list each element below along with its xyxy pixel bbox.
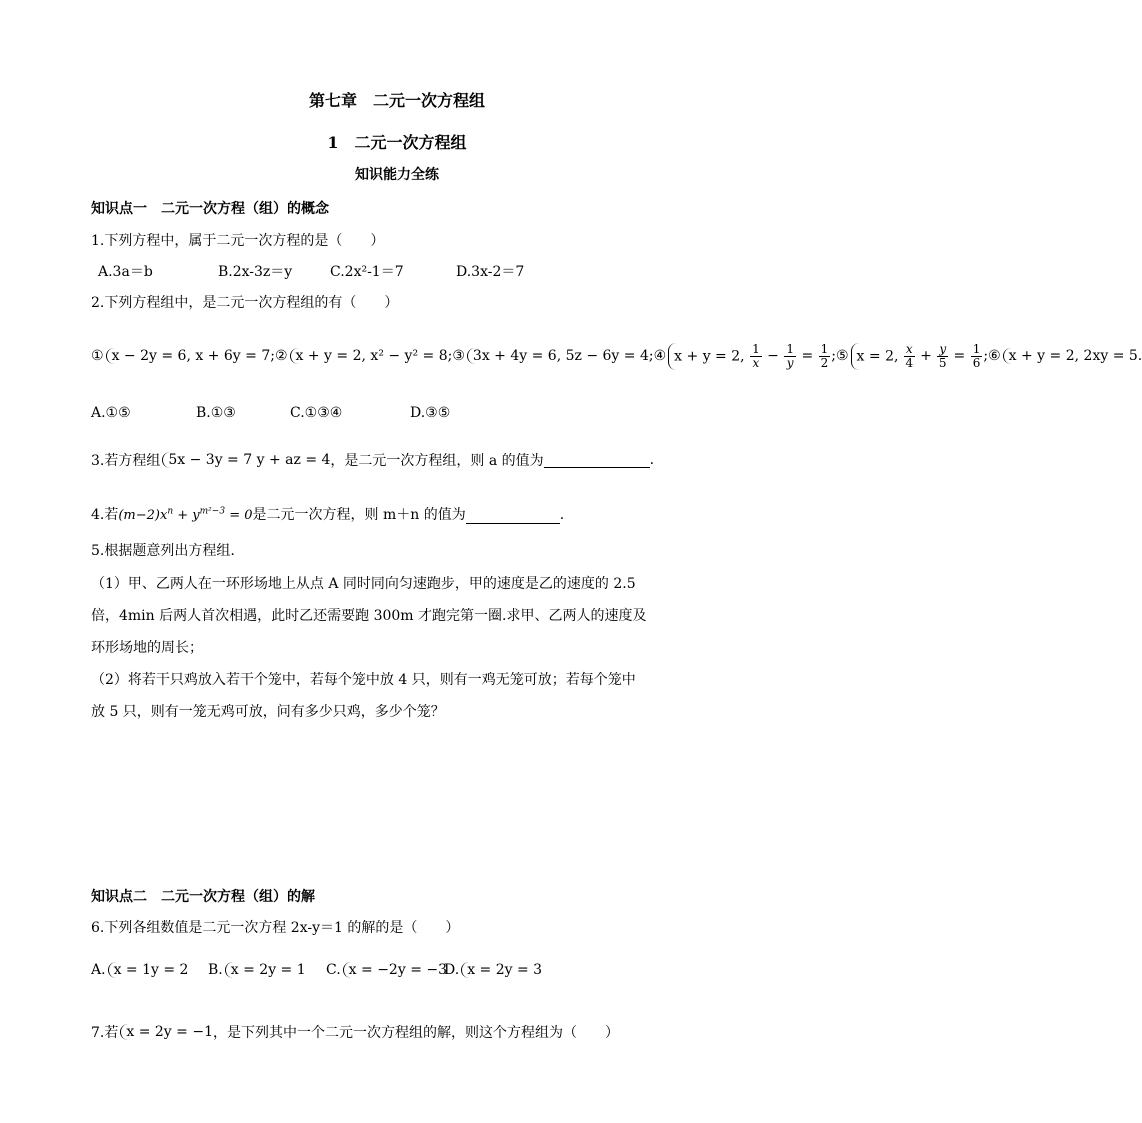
q6-option-a: A. x = 1y = 2 [91, 962, 189, 978]
question-4: 4.若$(m-2)x^n + y^{m^2-3} = 0$是二元一次方程，则 m＋n 的值为 . [91, 506, 565, 523]
question-1-stem: 1.下列方程中，属于二元一次方程的是（ ） [91, 233, 385, 249]
q1-option-c: C.2x²-1＝7 [330, 264, 404, 280]
question-7: 7.若 x = 2y = −1 ，是下列其中一个二元一次方程组的解，则这个方程组为（ ） [91, 1024, 619, 1041]
q5-part1-line3: 环形场地的周长； [91, 640, 203, 656]
system-1: x − 2y = 6, x + 6y = 7; [106, 348, 275, 364]
q1-option-a: A.3a＝b [98, 264, 153, 280]
question-3: 3.若方程组 5x − 3y = 7 y + az = 4 ，是二元一次方程组，则 a 的值为 . [91, 452, 655, 469]
q2-option-c: C.①③④ [290, 405, 343, 421]
q4-answer-blank[interactable] [466, 509, 560, 524]
question-5-stem: 5.根据题意列出方程组. [91, 543, 235, 559]
q2-option-a: A.①⑤ [91, 405, 131, 421]
system-5: x = 2, $\frac{x}{4}$ + $\frac{y}{5}$ = $\frac{1}{6}$ ; [851, 343, 989, 370]
marker-1: ① [91, 348, 104, 364]
q5-part1-line1: （1）甲、乙两人在一环形场地上从点 A 同时同向匀速跑步，甲的速度是乙的速度的 2.5 [91, 576, 636, 592]
sub-title: 知识能力全练 [355, 167, 439, 183]
q1-option-d: D.3x-2＝7 [456, 264, 525, 280]
marker-4: ④ [653, 348, 667, 364]
marker-3: ③ [452, 348, 465, 364]
q5-part2-line2: 放 5 只，则有一笼无鸡可放，问有多少只鸡，多少个笼？ [91, 704, 445, 720]
marker-6: ⑥ [988, 348, 1001, 364]
q3-answer-blank[interactable] [544, 453, 650, 468]
knowledge-point-1-heading: 知识点一 二元一次方程（组）的概念 [91, 201, 329, 217]
q6-option-b: B. x = 2y = 1 [208, 962, 306, 978]
system-6: x + y = 2, 2xy = 5. [1003, 348, 1142, 364]
q5-part1-line2: 倍，4min 后两人首次相遇，此时乙还需要跑 300m 才跑完第一圈.求甲、乙两人的速度及 [91, 608, 647, 624]
question-2-stem: 2.下列方程组中，是二元一次方程组的有（ ） [91, 295, 399, 311]
q3-system: 5x − 3y = 7 y + az = 4 [162, 452, 330, 468]
system-4: x + y = 2, $\frac{1}{x}$ − $\frac{1}{y}$ = $\frac{1}{2}$ ; [668, 343, 836, 370]
chapter-title: 第七章 二元一次方程组 [308, 91, 485, 110]
q5-part2-line1: （2）将若干只鸡放入若干个笼中，若每个笼中放 4 只，则有一鸡无笼可放；若每个笼中 [91, 672, 636, 688]
knowledge-point-2-heading: 知识点二 二元一次方程（组）的解 [91, 889, 315, 905]
q6-option-c: C. x = −2y = −3 [326, 962, 448, 978]
question-6-stem: 6.下列各组数值是二元一次方程 2x-y＝1 的解的是（ ） [91, 920, 460, 936]
q6-option-d: D. x = 2y = 3 [444, 962, 543, 978]
q2-systems-row [91, 322, 1142, 390]
q2-option-b: B.①③ [196, 405, 236, 421]
q2-option-d: D.③⑤ [410, 405, 451, 421]
system-3: 3x + 4y = 6, 5z − 6y = 4; [467, 348, 654, 364]
section-title: 1 二元一次方程组 [327, 133, 467, 152]
q1-option-b: B.2x-3z＝y [218, 264, 293, 280]
marker-2: ② [274, 348, 288, 364]
system-2: x + y = 2, x² − y² = 8; [290, 348, 453, 364]
marker-5: ⑤ [835, 348, 849, 364]
